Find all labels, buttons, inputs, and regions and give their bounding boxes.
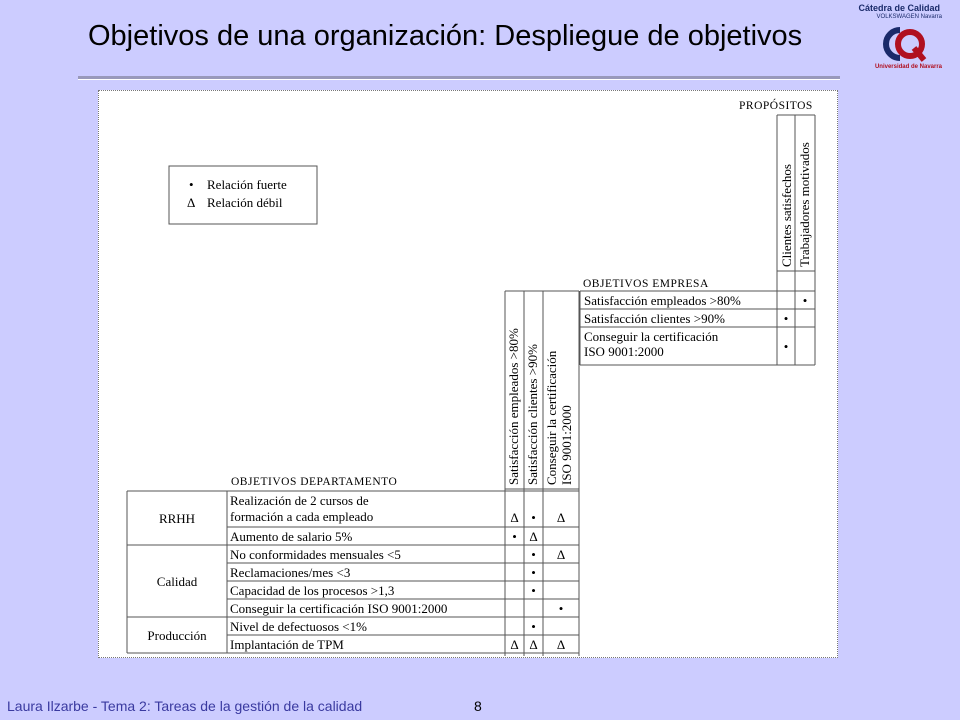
strong-relation-mark: •	[783, 339, 789, 354]
catedra-logo	[842, 2, 960, 78]
objectives-matrix	[99, 91, 837, 657]
logo-emblem-icon	[878, 24, 934, 64]
logo-line-1: Cátedra de Calidad	[858, 3, 940, 13]
weak-relation-mark: Δ	[556, 637, 566, 652]
department-objective-label: Capacidad de los procesos >1,3	[230, 583, 395, 598]
title-divider	[78, 76, 840, 80]
legend-strong-label: Relación fuerte	[207, 177, 287, 192]
legend-weak-symbol: Δ	[187, 195, 196, 210]
proposito-label: Clientes satisfechos	[779, 164, 794, 267]
logo-line-2: VOLKSWAGEN Navarra	[876, 14, 942, 20]
legend-weak-label: Relación débil	[207, 195, 283, 210]
strong-relation-mark: •	[531, 619, 536, 634]
empresa-column-label: Satisfacción empleados >80%	[506, 328, 521, 485]
strong-relation-mark: •	[531, 565, 536, 580]
logo-line-3: Universidad de Navarra	[874, 64, 942, 70]
department-objective-label: Realización de 2 cursos de	[230, 493, 369, 508]
propositos-header: PROPÓSITOS	[739, 100, 813, 112]
empresa-header: OBJETIVOS EMPRESA	[583, 278, 709, 290]
strong-relation-mark: •	[531, 547, 536, 562]
weak-relation-mark: Δ	[529, 529, 538, 544]
department-objective-label: formación a cada empleado	[230, 509, 374, 524]
legend-strong-symbol: •	[189, 177, 194, 192]
strong-relation-mark: •	[783, 311, 789, 326]
weak-relation-mark: Δ	[556, 510, 566, 525]
strong-relation-mark: •	[512, 529, 517, 544]
slide-content	[98, 90, 838, 658]
empresa-objective-label: Satisfacción clientes >90%	[584, 311, 725, 326]
empresa-objective-label: Conseguir la certificación	[584, 329, 719, 344]
slide-title: Objetivos de una organización: Despliegue de objetivos	[88, 20, 803, 52]
empresa-objective-label: ISO 9001:2000	[584, 344, 664, 359]
department-name: Producción	[147, 628, 207, 643]
department-objective-label: Nivel de defectuosos <1%	[230, 619, 367, 634]
strong-relation-mark: •	[558, 601, 564, 616]
department-objective-label: Reclamaciones/mes <3	[230, 565, 351, 580]
strong-relation-mark: •	[531, 583, 536, 598]
department-objective-label: Implantación de TPM	[230, 637, 344, 652]
empresa-column-label: Satisfacción clientes >90%	[525, 344, 540, 485]
weak-relation-mark: Δ	[556, 547, 566, 562]
footer-text: Laura Ilzarbe - Tema 2: Tareas de la gestión de la calidad	[7, 698, 363, 714]
weak-relation-mark: Δ	[510, 637, 519, 652]
department-objective-label: No conformidades mensuales <5	[230, 547, 401, 562]
weak-relation-mark: Δ	[529, 637, 538, 652]
empresa-objective-label: Satisfacción empleados >80%	[584, 293, 741, 308]
empresa-column-label: Conseguir la certificación	[544, 350, 559, 485]
strong-relation-mark: •	[531, 510, 536, 525]
weak-relation-mark: Δ	[510, 510, 519, 525]
department-objective-label: Conseguir la certificación ISO 9001:2000	[230, 601, 448, 616]
department-objective-label: Aumento de salario 5%	[230, 529, 353, 544]
empresa-column-label: ISO 9001:2000	[559, 405, 574, 485]
departamento-header: OBJETIVOS DEPARTAMENTO	[231, 476, 398, 488]
page-number: 8	[474, 698, 482, 714]
strong-relation-mark: •	[802, 293, 808, 308]
department-name: RRHH	[158, 511, 196, 526]
department-name: Calidad	[156, 574, 198, 589]
proposito-label: Trabajadores motivados	[797, 142, 812, 267]
